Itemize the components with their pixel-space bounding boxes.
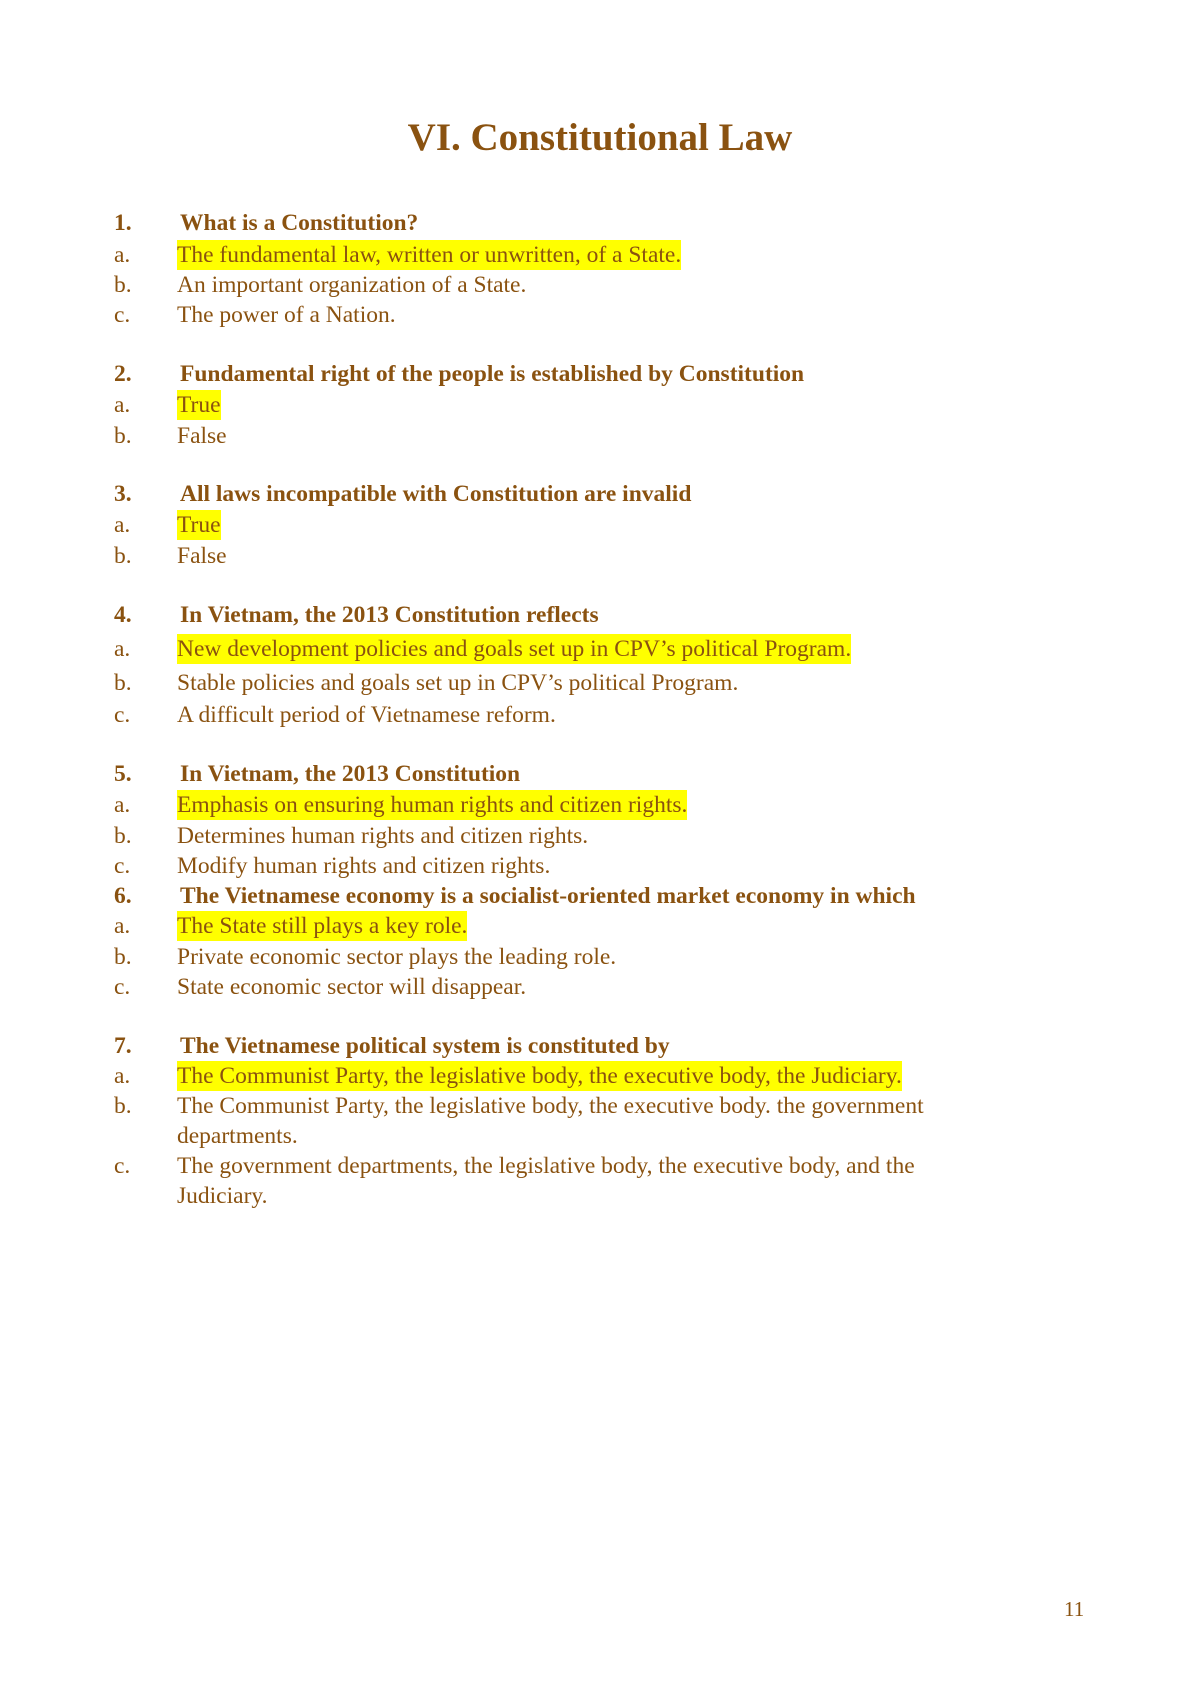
option-letter: a. — [114, 792, 131, 818]
option-text: The Communist Party, the legislative body, the executive body. the government — [177, 1093, 924, 1119]
question-number: 1. — [114, 210, 132, 236]
question-text: In Vietnam, the 2013 Constitution — [180, 761, 521, 787]
option-letter: c. — [114, 302, 131, 328]
option-text: False — [177, 423, 227, 449]
option-text: The government departments, the legislative body, the executive body, and the — [177, 1153, 915, 1179]
question-number: 4. — [114, 602, 132, 628]
option-letter: b. — [114, 543, 132, 569]
option-letter: b. — [114, 944, 132, 970]
option-text-answer: The Communist Party, the legislative body, the executive body, the Judiciary. — [177, 1063, 902, 1089]
option-letter: b. — [114, 423, 132, 449]
option-text-answer: True — [177, 512, 221, 538]
question-text: The Vietnamese economy is a socialist-oriented market economy in which — [180, 883, 916, 909]
option-text-answer: New development policies and goals set up in CPV’s political Program. — [177, 636, 852, 662]
option-letter: a. — [114, 512, 131, 538]
option-text: Private economic sector plays the leading role. — [177, 944, 617, 970]
option-text-continuation: departments. — [177, 1123, 298, 1149]
question-text: What is a Constitution? — [180, 210, 419, 236]
page-title: VI. Constitutional Law — [407, 116, 793, 159]
option-letter: c. — [114, 1153, 131, 1179]
page-number: 11 — [1064, 1597, 1085, 1621]
option-letter: b. — [114, 823, 132, 849]
question-number: 6. — [114, 883, 132, 909]
option-letter: b. — [114, 1093, 132, 1119]
option-text: The power of a Nation. — [177, 302, 396, 328]
option-letter: b. — [114, 272, 132, 298]
option-text: Stable policies and goals set up in CPV’s political Program. — [177, 670, 739, 696]
option-letter: b. — [114, 670, 132, 696]
question-text: The Vietnamese political system is constituted by — [180, 1033, 670, 1059]
question-number: 7. — [114, 1033, 132, 1059]
option-text-answer: True — [177, 392, 221, 418]
option-text-continuation: Judiciary. — [177, 1183, 268, 1209]
question-number: 5. — [114, 761, 132, 787]
question-text: All laws incompatible with Constitution are invalid — [180, 481, 692, 507]
option-text: State economic sector will disappear. — [177, 974, 527, 1000]
option-text-answer: Emphasis on ensuring human rights and citizen rights. — [177, 792, 688, 818]
option-letter: a. — [114, 913, 131, 939]
question-number: 3. — [114, 481, 132, 507]
option-letter: c. — [114, 702, 131, 728]
option-text: False — [177, 543, 227, 569]
option-text: Determines human rights and citizen rights. — [177, 823, 589, 849]
option-letter: c. — [114, 974, 131, 1000]
option-text: A difficult period of Vietnamese reform. — [177, 702, 556, 728]
option-letter: a. — [114, 1063, 131, 1089]
option-text: An important organization of a State. — [177, 272, 527, 298]
option-letter: a. — [114, 392, 131, 418]
option-letter: c. — [114, 853, 131, 879]
question-text: Fundamental right of the people is established by Constitution — [180, 361, 805, 387]
option-text-answer: The fundamental law, written or unwritten, of a State. — [177, 242, 682, 268]
question-text: In Vietnam, the 2013 Constitution reflects — [180, 602, 599, 628]
question-number: 2. — [114, 361, 132, 387]
option-text-answer: The State still plays a key role. — [177, 913, 468, 939]
option-letter: a. — [114, 242, 131, 268]
option-text: Modify human rights and citizen rights. — [177, 853, 551, 879]
option-letter: a. — [114, 636, 131, 662]
